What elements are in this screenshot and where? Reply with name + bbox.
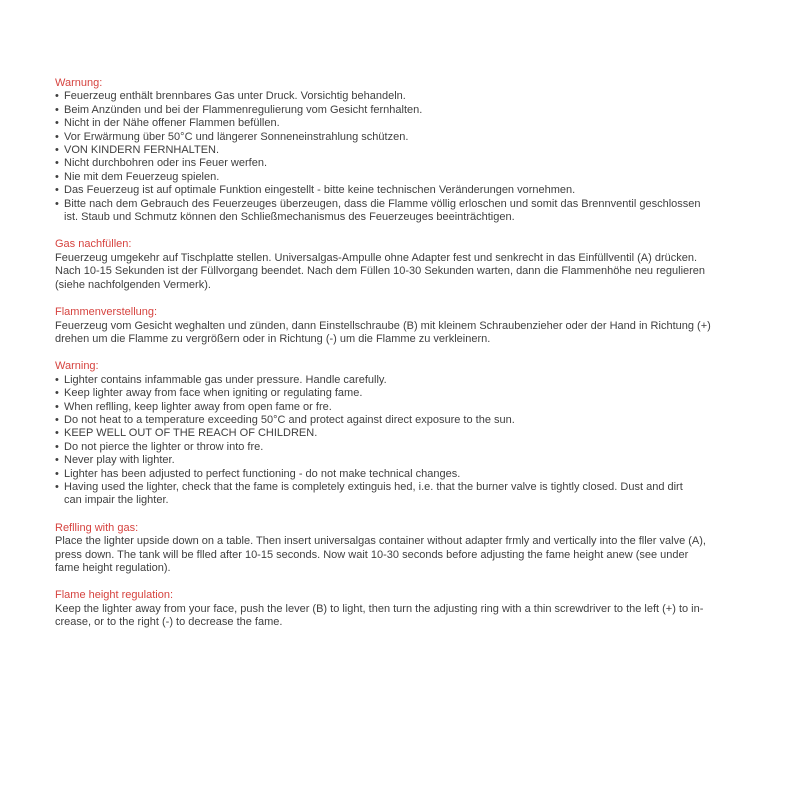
line-text: Nie mit dem Feuerzeug spielen. (64, 170, 220, 183)
instruction-section (55, 360, 765, 507)
line-text: Feuerzeug enthält brennbares Gas unter Druck. Vorsichtig behandeln. (64, 90, 406, 103)
bullet-marker: • (55, 103, 59, 116)
text-line (55, 374, 765, 387)
bullet-marker: • (55, 157, 59, 170)
bullet-marker: • (55, 480, 59, 493)
text-line (55, 454, 765, 467)
section-heading: Warning: (55, 360, 99, 373)
text-line (55, 252, 765, 265)
bullet-marker: • (55, 197, 59, 210)
line-text: drehen um die Flamme zu vergrößern oder in Richtung (-) um die Flamme zu verkleinern. (55, 332, 491, 345)
line-text: press down. The tank will be flled after 10-15 seconds. Now wait 10-30 seconds before adjusting the fame height anew (see under (55, 548, 689, 561)
text-line (55, 117, 765, 130)
line-text: Do not heat to a temperature exceeding 50°C and protect against direct exposure to the sun. (64, 413, 515, 426)
text-line (55, 616, 765, 629)
line-text: Feuerzeug umgekehr auf Tischplatte stellen. Universalgas-Ampulle ohne Adapter fest und senkrecht in das Einfüllventil (A) drücken. (55, 251, 698, 264)
bullet-marker: • (55, 130, 59, 143)
instructions-content (55, 77, 765, 644)
text-line (55, 131, 765, 144)
text-line (55, 279, 765, 292)
line-text: VON KINDERN FERNHALTEN. (64, 144, 220, 157)
section-heading: Flame height regulation: (55, 589, 174, 602)
text-line (55, 144, 765, 157)
text-line (55, 414, 765, 427)
text-line (55, 104, 765, 117)
text-line (55, 468, 765, 481)
line-text: (siehe nachfolgenden Vermerk). (55, 278, 211, 291)
line-text: Nicht in der Nähe offener Flammen befüllen. (64, 117, 280, 130)
text-line (55, 549, 765, 562)
line-text: ist. Staub und Schmutz können den Schließmechanismus des Feuerzeuges beeinträchtigen. (64, 211, 515, 224)
bullet-marker: • (55, 90, 59, 103)
line-text: Never play with lighter. (64, 454, 175, 467)
bullet-marker: • (55, 117, 59, 130)
text-line (55, 387, 765, 400)
bullet-marker: • (55, 400, 59, 413)
bullet-marker: • (55, 440, 59, 453)
instruction-section (55, 306, 765, 346)
line-text: Lighter has been adjusted to perfect functioning - do not make technical changes. (64, 467, 461, 480)
text-line (55, 481, 765, 494)
line-text: Feuerzeug vom Gesicht weghalten und zünden, dann Einstellschraube (B) mit kleinem Schraubenzieher oder der Hand in Richtung (+) (55, 319, 711, 332)
text-line (55, 441, 765, 454)
line-text: Das Feuerzeug ist auf optimale Funktion eingestellt - bitte keine technischen Veränderungen vornehmen. (64, 184, 576, 197)
text-line (55, 535, 765, 548)
text-line (55, 320, 765, 333)
section-heading: Warnung: (55, 77, 103, 89)
text-line (55, 401, 765, 414)
text-line (55, 171, 765, 184)
text-line (55, 562, 765, 575)
bullet-marker: • (55, 467, 59, 480)
line-text: KEEP WELL OUT OF THE REACH OF CHILDREN. (64, 427, 318, 440)
line-text: Beim Anzünden und bei der Flammenregulierung vom Gesicht fernhalten. (64, 103, 423, 116)
line-text: Nach 10-15 Sekunden ist der Füllvorgang beendet. Nach dem Füllen 10-30 Sekunden warten, dann die Flammenhöhe neu regulieren (55, 265, 706, 278)
text-line (55, 333, 765, 346)
line-text: crease, or to the right (-) to decrease the fame. (55, 616, 283, 629)
text-line (55, 184, 765, 197)
text-line (55, 427, 765, 440)
instruction-section (55, 238, 765, 292)
instruction-section (55, 77, 765, 224)
line-text: Keep the lighter away from your face, push the lever (B) to light, then turn the adjusting ring with a thin screwdriver to the left (+) to in- (55, 602, 704, 615)
bullet-marker: • (55, 387, 59, 400)
text-line (55, 211, 765, 224)
text-line (55, 157, 765, 170)
bullet-marker: • (55, 170, 59, 183)
line-text: Keep lighter away from face when igniting or regulating fame. (64, 387, 363, 400)
line-text: Do not pierce the lighter or throw into fre. (64, 440, 264, 453)
bullet-marker: • (55, 413, 59, 426)
instruction-section (55, 522, 765, 576)
section-heading: Gas nachfüllen: (55, 238, 132, 251)
text-line (55, 494, 765, 507)
line-text: can impair the lighter. (64, 494, 169, 507)
instruction-section (55, 589, 765, 629)
line-text: Place the lighter upside down on a table. Then insert universalgas container without adapter frmly and vertically into the fller valve (A), (55, 535, 706, 548)
bullet-marker: • (55, 184, 59, 197)
section-heading: Reflling with gas: (55, 521, 139, 534)
line-text: fame height regulation). (55, 562, 171, 574)
text-line (55, 265, 765, 278)
bullet-marker: • (55, 144, 59, 157)
line-text: When reflling, keep lighter away from open fame or fre. (64, 400, 332, 413)
bullet-marker: • (55, 454, 59, 467)
bullet-marker: • (55, 427, 59, 440)
line-text: Nicht durchbohren oder ins Feuer werfen. (64, 157, 267, 170)
section-heading: Flammenverstellung: (55, 306, 158, 319)
text-line (55, 198, 765, 211)
text-line (55, 603, 765, 616)
bullet-marker: • (55, 373, 59, 386)
line-text: Having used the lighter, check that the fame is completely extinguis hed, i.e. that the burner valve is tightly closed. Dust and dirt (64, 480, 683, 493)
text-line (55, 90, 765, 103)
line-text: Vor Erwärmung über 50°C und längerer Sonneneinstrahlung schützen. (64, 130, 409, 143)
line-text: Bitte nach dem Gebrauch des Feuerzeuges überzeugen, dass die Flamme völlig erloschen und somit das Brennventil geschlossen (64, 197, 701, 210)
line-text: Lighter contains infammable gas under pressure. Handle carefully. (64, 373, 387, 386)
